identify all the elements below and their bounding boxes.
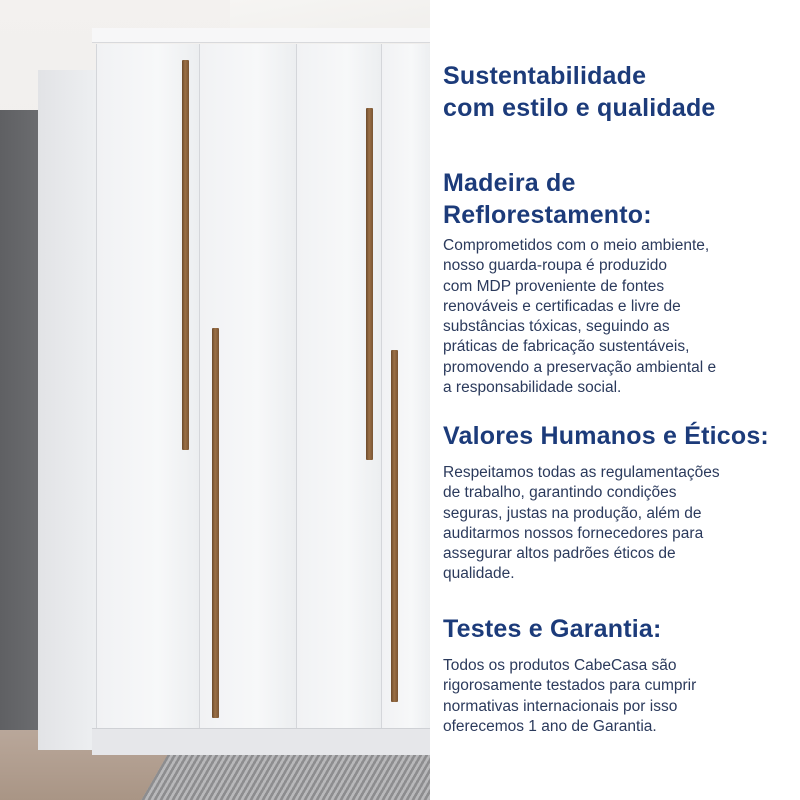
section-heading-valores <box>443 420 793 452</box>
title-line-2: com estilo e qualidade <box>443 94 716 122</box>
body-line: rigorosamente testados para cumprir <box>443 677 697 695</box>
body-line: Respeitamos todas as regulamentações <box>443 464 720 481</box>
body-line: de trabalho, garantindo condições <box>443 484 677 502</box>
body-line: oferecemos 1 ano de Garantia. <box>443 717 657 735</box>
wardrobe-plinth <box>92 728 430 755</box>
section-body-testes <box>443 656 793 737</box>
section-body-reflorestamento <box>443 236 793 398</box>
wardrobe-door-4 <box>381 44 430 730</box>
wardrobe-top <box>92 28 430 43</box>
heading-line: Madeira de <box>443 169 576 197</box>
rug <box>133 755 430 800</box>
main-title <box>443 60 793 124</box>
body-line: Todos os produtos CabeCasa são <box>443 657 677 674</box>
body-line: nosso guarda-roupa é produzido <box>443 257 668 275</box>
body-line: normativas internacionais por isso <box>443 697 678 715</box>
body-line: renováveis e certificadas e livre de <box>443 297 681 315</box>
body-line: auditarmos nossos fornecedores para <box>443 524 704 542</box>
wood-handle-2 <box>212 328 219 718</box>
body-line: a responsabilidade social. <box>443 379 622 397</box>
body-line: Comprometidos com o meio ambiente, <box>443 237 710 254</box>
body-line: qualidade. <box>443 565 515 583</box>
heading-line: Reflorestamento: <box>443 201 652 229</box>
body-line: promovendo a preservação ambiental e <box>443 358 717 376</box>
heading-line: Valores Humanos e Éticos: <box>443 422 769 450</box>
body-line: práticas de fabricação sustentáveis, <box>443 338 690 356</box>
text-panel <box>430 0 800 800</box>
section-body-valores <box>443 463 793 585</box>
body-line: substâncias tóxicas, seguindo as <box>443 318 670 336</box>
section-heading-testes <box>443 613 793 645</box>
body-line: assegurar altos padrões éticos de <box>443 545 676 563</box>
wood-handle-1 <box>182 60 189 450</box>
wood-handle-4 <box>391 350 398 702</box>
wood-handle-3 <box>366 108 373 460</box>
section-heading-reflorestamento <box>443 167 793 231</box>
body-line: com MDP proveniente de fontes <box>443 277 665 295</box>
heading-line: Testes e Garantia: <box>443 615 662 643</box>
title-line-1: Sustentabilidade <box>443 62 647 90</box>
body-line: seguras, justas na produção, além de <box>443 504 702 522</box>
wardrobe-side-panel <box>38 70 100 750</box>
